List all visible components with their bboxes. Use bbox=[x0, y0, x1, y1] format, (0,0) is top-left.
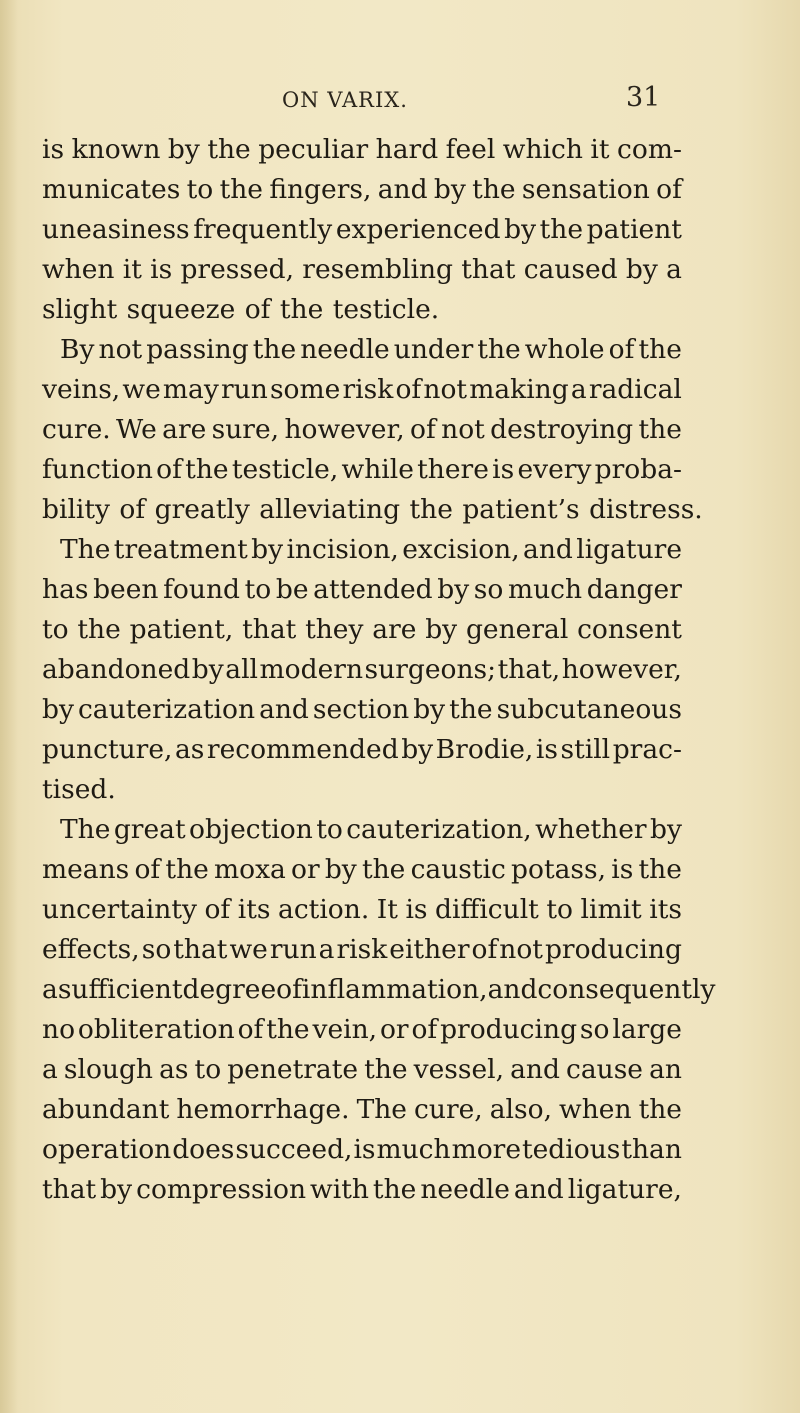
word: to bbox=[546, 894, 573, 925]
word: they bbox=[305, 614, 364, 645]
word: veins, bbox=[42, 374, 121, 405]
word: danger bbox=[586, 574, 682, 605]
text-line bbox=[42, 1130, 682, 1170]
word: making bbox=[469, 374, 569, 405]
word: with bbox=[310, 1174, 369, 1205]
word: hemorrhage. bbox=[176, 1094, 350, 1125]
word: so bbox=[141, 934, 172, 965]
word: whole bbox=[524, 334, 605, 365]
running-head: ON VARIX. bbox=[282, 88, 408, 112]
word: abandoned bbox=[42, 654, 191, 685]
word: hard bbox=[375, 134, 439, 165]
word: large bbox=[612, 1014, 682, 1045]
word: known bbox=[71, 134, 161, 165]
word: function bbox=[42, 454, 153, 485]
word: to bbox=[194, 1054, 222, 1085]
text-line bbox=[42, 810, 682, 850]
page-header bbox=[0, 76, 800, 116]
word: as bbox=[174, 734, 205, 765]
word: peculiar bbox=[258, 134, 369, 165]
word: passing bbox=[146, 334, 249, 365]
word: the bbox=[477, 334, 521, 365]
word: is bbox=[611, 854, 634, 885]
word: great bbox=[113, 814, 186, 845]
word: by bbox=[425, 614, 458, 645]
word: slough bbox=[63, 1054, 154, 1085]
text-line bbox=[42, 370, 682, 410]
word: the bbox=[165, 854, 209, 885]
word: the bbox=[364, 1054, 408, 1085]
word: that bbox=[173, 934, 228, 965]
word: section bbox=[312, 694, 410, 725]
text-line bbox=[42, 450, 682, 490]
text-line bbox=[42, 690, 682, 730]
word: by bbox=[324, 854, 357, 885]
word: frequently bbox=[193, 214, 333, 245]
word: risk bbox=[342, 374, 394, 405]
word: either bbox=[389, 934, 470, 965]
word: vein, bbox=[312, 1014, 378, 1045]
word: prac- bbox=[612, 734, 682, 765]
word: it bbox=[590, 134, 610, 165]
word: the bbox=[638, 1094, 682, 1125]
word: of bbox=[237, 1014, 264, 1045]
word: to bbox=[244, 574, 272, 605]
word: attended bbox=[313, 574, 433, 605]
word: testicle, bbox=[231, 454, 339, 485]
word: effects, bbox=[42, 934, 140, 965]
word: of bbox=[656, 174, 682, 205]
word: needle bbox=[420, 1174, 510, 1205]
word: radical bbox=[588, 374, 682, 405]
word: the bbox=[449, 694, 493, 725]
word: treatment bbox=[113, 534, 248, 565]
word: the bbox=[207, 134, 251, 165]
word: caused bbox=[523, 254, 618, 285]
word: potass, bbox=[511, 854, 607, 885]
word: by bbox=[625, 254, 658, 285]
word: a bbox=[42, 974, 58, 1005]
word: sufficient bbox=[57, 974, 183, 1005]
word: the bbox=[361, 854, 406, 885]
word: and bbox=[487, 974, 538, 1005]
word: the bbox=[219, 174, 263, 205]
word: the bbox=[638, 414, 682, 445]
word: more bbox=[451, 1134, 521, 1165]
word: run bbox=[220, 374, 268, 405]
word: or bbox=[379, 1014, 409, 1045]
word: patient bbox=[586, 214, 682, 245]
text-line bbox=[42, 410, 682, 450]
word: that bbox=[242, 614, 297, 645]
word: does bbox=[172, 1134, 235, 1165]
word: the bbox=[266, 1014, 310, 1045]
word: cauterization bbox=[77, 694, 256, 725]
text-line bbox=[42, 850, 682, 890]
word: found bbox=[163, 574, 240, 605]
body-text bbox=[42, 130, 716, 1210]
word: needle bbox=[300, 334, 390, 365]
word: the bbox=[372, 1174, 417, 1205]
word: uneasiness bbox=[42, 214, 190, 245]
word: ligature bbox=[576, 534, 682, 565]
word: subcutaneous bbox=[496, 694, 682, 725]
word: We bbox=[116, 414, 157, 445]
text-line bbox=[42, 610, 682, 650]
word: puncture, bbox=[42, 734, 173, 765]
word: by bbox=[433, 174, 466, 205]
word: not bbox=[441, 414, 485, 445]
word: consent bbox=[577, 614, 682, 645]
text-line bbox=[42, 170, 682, 210]
word: or bbox=[291, 854, 320, 885]
text-line bbox=[42, 930, 682, 970]
text-line bbox=[42, 210, 682, 250]
word: much bbox=[376, 1134, 451, 1165]
word: of bbox=[395, 374, 422, 405]
word: is bbox=[353, 1134, 376, 1165]
word: com- bbox=[617, 134, 682, 165]
word: the bbox=[252, 334, 297, 365]
word: it bbox=[122, 254, 142, 285]
text-line bbox=[42, 530, 682, 570]
word: no bbox=[42, 1014, 76, 1045]
word: producing bbox=[440, 1014, 578, 1045]
word: when bbox=[559, 1094, 632, 1125]
word: risk bbox=[336, 934, 388, 965]
word: by bbox=[437, 574, 470, 605]
text-line: tised. bbox=[42, 774, 116, 805]
word: that bbox=[461, 254, 516, 285]
word: patient, bbox=[129, 614, 234, 645]
text-line bbox=[42, 1050, 682, 1090]
word: we bbox=[229, 934, 268, 965]
word: means bbox=[42, 854, 130, 885]
word: however, bbox=[561, 654, 682, 685]
word: there bbox=[417, 454, 489, 485]
word: is bbox=[535, 734, 558, 765]
word: by bbox=[100, 1174, 133, 1205]
word: fingers, bbox=[269, 174, 372, 205]
word: still bbox=[560, 734, 611, 765]
word: and bbox=[259, 694, 309, 725]
word: as bbox=[159, 1054, 189, 1085]
word: Brodie, bbox=[435, 734, 534, 765]
word: been bbox=[93, 574, 159, 605]
page-number: 31 bbox=[626, 82, 661, 113]
text-line bbox=[42, 1090, 682, 1130]
text-line bbox=[42, 330, 682, 370]
word: recommended bbox=[206, 734, 399, 765]
word: sensation bbox=[521, 174, 650, 205]
word: may bbox=[162, 374, 219, 405]
word: sure, bbox=[211, 414, 280, 445]
text-line bbox=[42, 1170, 682, 1210]
word: whether bbox=[535, 814, 647, 845]
word: not bbox=[423, 374, 468, 405]
word: so bbox=[579, 1014, 610, 1045]
word: The bbox=[60, 814, 111, 845]
word: are bbox=[162, 414, 207, 445]
word: an bbox=[649, 1054, 682, 1085]
word: has bbox=[42, 574, 89, 605]
text-line bbox=[42, 130, 682, 170]
word: some bbox=[269, 374, 341, 405]
word: tedious bbox=[521, 1134, 621, 1165]
text-line bbox=[42, 1010, 682, 1050]
text-line bbox=[42, 890, 682, 930]
word: to bbox=[186, 174, 214, 205]
word: of bbox=[471, 934, 498, 965]
word: The bbox=[60, 534, 111, 565]
word: surgeons; bbox=[364, 654, 497, 685]
word: that bbox=[42, 1174, 97, 1205]
word: its bbox=[237, 894, 271, 925]
word: succeed, bbox=[235, 1134, 353, 1165]
word: so bbox=[473, 574, 504, 605]
word: much bbox=[507, 574, 583, 605]
word: inflammation, bbox=[301, 974, 488, 1005]
word: of bbox=[156, 454, 182, 485]
word: resembling bbox=[302, 254, 454, 285]
word: a bbox=[318, 934, 335, 965]
word: of bbox=[204, 894, 231, 925]
word: be bbox=[275, 574, 309, 605]
word: compression bbox=[136, 1174, 307, 1205]
word: ligature, bbox=[567, 1174, 682, 1205]
word: by bbox=[401, 734, 434, 765]
word: proba- bbox=[594, 454, 682, 485]
word: modern bbox=[259, 654, 364, 685]
word: we bbox=[122, 374, 161, 405]
page-gutter-shadow bbox=[0, 0, 18, 1413]
word: cauterization, bbox=[346, 814, 532, 845]
word: is bbox=[405, 894, 428, 925]
text-line bbox=[42, 570, 682, 610]
word: By bbox=[60, 334, 95, 365]
word: by bbox=[413, 694, 446, 725]
word: a bbox=[570, 374, 587, 405]
word: that, bbox=[497, 654, 561, 685]
text-line bbox=[42, 970, 716, 1010]
word: obliteration bbox=[77, 1014, 235, 1045]
word: cure. bbox=[42, 414, 111, 445]
word: moxa bbox=[214, 854, 286, 885]
word: feel bbox=[445, 134, 496, 165]
text-line bbox=[42, 650, 682, 690]
word: and bbox=[377, 174, 428, 205]
word: also, bbox=[489, 1094, 553, 1125]
word: not bbox=[98, 334, 143, 365]
word: action. bbox=[278, 894, 370, 925]
word: difficult bbox=[435, 894, 539, 925]
word: of bbox=[134, 854, 161, 885]
word: of bbox=[276, 974, 302, 1005]
word: limit bbox=[580, 894, 642, 925]
word: by bbox=[167, 134, 200, 165]
word: to bbox=[316, 814, 343, 845]
word: degree bbox=[182, 974, 277, 1005]
word: is bbox=[150, 254, 173, 285]
word: uncertainty bbox=[42, 894, 197, 925]
word: run bbox=[269, 934, 317, 965]
word: The bbox=[356, 1094, 407, 1125]
word: every bbox=[517, 454, 592, 485]
word: a bbox=[42, 1054, 58, 1085]
word: by bbox=[649, 814, 682, 845]
word: destroying bbox=[490, 414, 634, 445]
word: and bbox=[513, 1174, 564, 1205]
word: by bbox=[42, 694, 74, 725]
word: a bbox=[666, 254, 682, 285]
word: It bbox=[376, 894, 398, 925]
word: the bbox=[185, 454, 229, 485]
word: when bbox=[42, 254, 115, 285]
word: general bbox=[465, 614, 569, 645]
word: pressed, bbox=[180, 254, 295, 285]
text-line: bility of greatly alleviating the patient’s distress. bbox=[42, 494, 703, 525]
word: the bbox=[638, 334, 682, 365]
word: cause bbox=[566, 1054, 643, 1085]
word: the bbox=[472, 174, 516, 205]
word: under bbox=[393, 334, 474, 365]
word: of bbox=[608, 334, 635, 365]
word: not bbox=[499, 934, 543, 965]
word: however, bbox=[284, 414, 405, 445]
word: and bbox=[510, 1054, 560, 1085]
word: are bbox=[372, 614, 417, 645]
word: its bbox=[649, 894, 682, 925]
text-line: slight squeeze of the testicle. bbox=[42, 294, 440, 325]
word: while bbox=[341, 454, 414, 485]
word: by bbox=[251, 534, 284, 565]
word: is bbox=[492, 454, 515, 485]
word: the bbox=[77, 614, 121, 645]
word: objection bbox=[188, 814, 313, 845]
word: of bbox=[410, 414, 436, 445]
word: vessel, bbox=[413, 1054, 505, 1085]
word: producing bbox=[544, 934, 682, 965]
word: experienced bbox=[335, 214, 501, 245]
word: the bbox=[638, 854, 682, 885]
word: all bbox=[225, 654, 259, 685]
word: to bbox=[42, 614, 69, 645]
word: operation bbox=[42, 1134, 172, 1165]
word: excision, bbox=[402, 534, 520, 565]
word: incision, bbox=[286, 534, 399, 565]
word: of bbox=[411, 1014, 438, 1045]
word: abundant bbox=[42, 1094, 170, 1125]
word: the bbox=[539, 214, 584, 245]
word: is bbox=[42, 134, 65, 165]
word: caustic bbox=[410, 854, 506, 885]
word: and bbox=[523, 534, 573, 565]
word: by bbox=[191, 654, 224, 685]
text-line bbox=[42, 730, 682, 770]
word: which bbox=[502, 134, 583, 165]
word: consequently bbox=[537, 974, 716, 1005]
word: penetrate bbox=[227, 1054, 359, 1085]
text-line bbox=[42, 250, 682, 290]
word: by bbox=[504, 214, 537, 245]
word: than bbox=[621, 1134, 682, 1165]
word: cure, bbox=[414, 1094, 483, 1125]
word: municates bbox=[42, 174, 181, 205]
